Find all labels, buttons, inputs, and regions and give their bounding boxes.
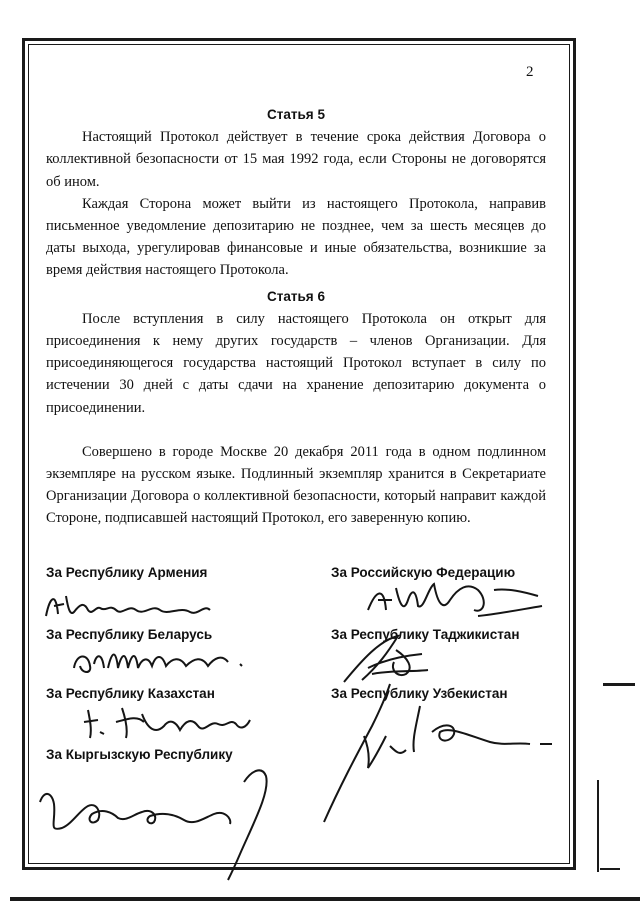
margin-mark-small	[600, 868, 620, 870]
signature-label-armenia: За Республику Армения	[46, 565, 208, 580]
margin-line	[597, 780, 599, 872]
document-body	[46, 104, 546, 530]
signature-label-kazakhstan: За Республику Казахстан	[46, 686, 215, 701]
page-number: 2	[526, 64, 534, 80]
spacer	[46, 419, 546, 441]
article-5-paragraph-2: Каждая Сторона может выйти из настоящего Протокола, направив письменное уведомление депозитарию не позднее, чем за шесть месяцев до даты выхода, урегулировав финансовые и иные обязательства, возникшие за время действия настоящего Протокола.	[46, 195, 546, 279]
signature-label-uzbekistan: За Республику Узбекистан	[331, 686, 508, 701]
signature-armenia-handwritten	[40, 586, 220, 626]
signature-label-kyrgyzstan: За Кыргызскую Республику	[46, 747, 233, 762]
margin-mark	[603, 683, 635, 686]
signature-kyrgyzstan-handwritten	[34, 762, 294, 882]
signature-uzbekistan-handwritten	[320, 676, 560, 826]
signature-russia-handwritten	[358, 570, 548, 630]
signature-kazakhstan-handwritten	[80, 700, 260, 742]
article-6-heading: Статья 6	[267, 288, 325, 304]
article-5-heading: Статья 5	[267, 107, 325, 122]
scan-edge-rule	[10, 897, 640, 901]
signature-label-tajikistan: За Республику Таджикистан	[331, 627, 520, 642]
signature-belarus-handwritten	[68, 640, 268, 680]
signature-label-belarus: За Республику Беларусь	[46, 627, 213, 642]
signature-label-russia: За Российскую Федерацию	[331, 565, 516, 580]
article-6-paragraph-1: После вступления в силу настоящего Протокола он открыт для присоединения к нему других государств – членов Организации. Для присоединяющегося государства настоящий Протокол вступает в силу по истечении 30 дней с даты сдачи на хранение депозитарию документа о присоединении.	[46, 310, 546, 416]
closing-paragraph: Совершено в городе Москве 20 декабря 2011 года в одном подлинном экземпляре на русском языке. Подлинный экземпляр хранится в Секретариате Организации Договора о коллективной безопасности, который направит каждой Стороне, подписавшей настоящий Протокол, его заверенную копию.	[46, 443, 546, 527]
article-5-paragraph-1: Настоящий Протокол действует в течение срока действия Договора о коллективной безопасности от 15 мая 1992 года, если Стороны не договорятся об ином.	[46, 129, 546, 190]
